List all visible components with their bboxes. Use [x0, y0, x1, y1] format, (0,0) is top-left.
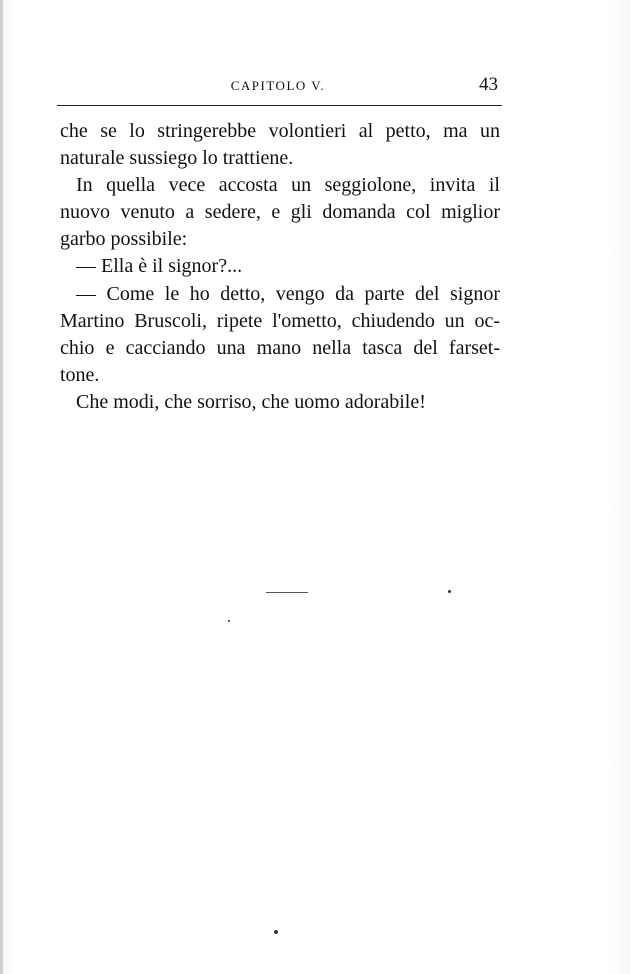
- text-line: naturale sussiego lo trattiene.: [60, 147, 294, 170]
- text-line: — Ella è il signor?...: [76, 255, 243, 278]
- running-title: CAPITOLO V.: [230, 78, 326, 93]
- header-rule: [57, 105, 502, 106]
- text-line: nuovo venuto a sedere, e gli domanda col miglior: [60, 201, 500, 224]
- text-line: tone.: [60, 363, 100, 386]
- text-line: Martino Bruscoli, ripete l'ometto, chiudendo un oc-: [60, 309, 500, 332]
- text-line: Che modi, che sorriso, che uomo adorabile!: [76, 390, 426, 413]
- text-line: In quella vece accosta un seggiolone, invita il: [76, 174, 500, 197]
- chapter-text: [60, 118, 500, 416]
- text-line: chio e cacciando una mano nella tasca del farset-: [60, 336, 500, 359]
- ink-speck: [448, 590, 451, 593]
- ink-speck: [274, 930, 278, 934]
- page-number: 43: [479, 74, 498, 95]
- text-line: — Come le ho detto, vengo da parte del signor: [76, 282, 500, 305]
- page-header: [58, 74, 498, 98]
- ink-speck: [228, 620, 230, 622]
- text-line: che se lo stringerebbe volontieri al petto, ma un: [60, 120, 500, 142]
- text-line: garbo possibile:: [60, 228, 188, 251]
- page-binding-edge: [0, 0, 3, 974]
- chapter-end-rule: [266, 592, 308, 593]
